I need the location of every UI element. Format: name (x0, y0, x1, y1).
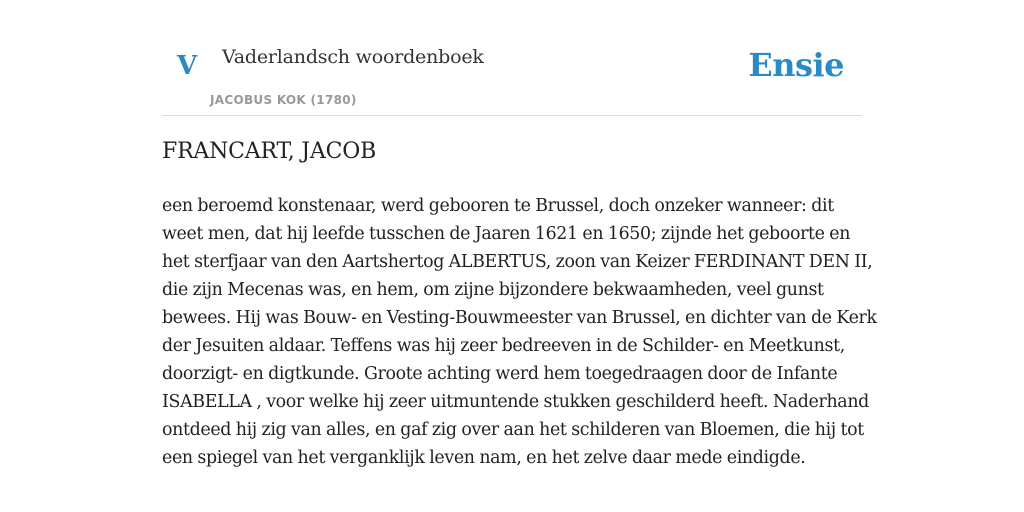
book-header (162, 0, 862, 116)
book-title-link[interactable]: Vaderlandsch woordenboek (222, 46, 484, 68)
ensie-logo[interactable]: Ensie (748, 46, 844, 84)
entry-text: een beroemd konstenaar, werd gebooren te Brussel, doch onzeker wanneer: dit weet men, dat hij leefde tusschen de Jaaren 1621 en 1650; zijnde het geboorte en het sterfjaar van den Aartshertog ALBERTUS, zoon van Keizer FERDINANT DEN II, die zijn Mecenas was, en hem, om zijne bijzondere bekwaamheden, veel gunst bewees. Hij was Bouw- en Vesting-Bouwmeester van Brussel, en dichter van de Kerk der Jesuiten aldaar. Teffens was hij zeer bedreeven in de Schilder- en Meetkunst, doorzigt- en digtkunde. Groote achting werd hem toegedraagen door de Infante ISABELLA , voor welke hij zeer uitmuntende stukken geschilderd heeft. Naderhand ontdeed hij zig van alles, en gaf zig over aan het schilderen van Bloemen, die hij tot een spiegel van het verganklijk leven nam, en het zelve daar mede eindigde. (162, 196, 877, 468)
book-logo[interactable]: V (177, 51, 198, 81)
book-author: JACOBUS KOK (1780) (210, 93, 357, 107)
article-card (162, 0, 877, 512)
entry-title: FRANCART, JACOB (162, 139, 377, 164)
